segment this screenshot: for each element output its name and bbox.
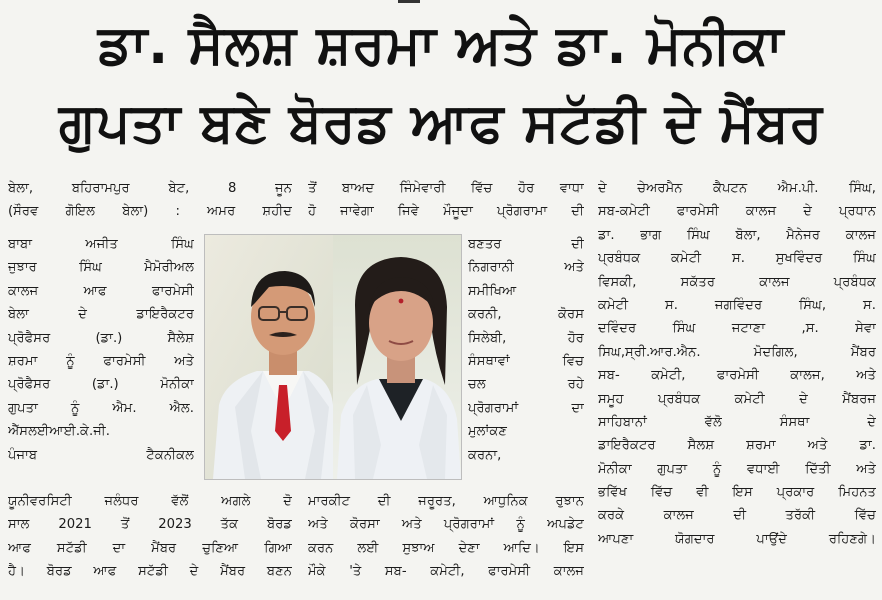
- text-line: ਪ੍ਰੋਗਰਾਮਾਂ ਦਾ: [468, 400, 584, 416]
- column-1-bottom: [8, 490, 292, 584]
- headline-line-2: ਗੁਪਤਾ ਬਣੇ ਬੋਰਡ ਆਫ ਸਟੱਡੀ ਦੇ ਮੈਂਬਰ: [58, 91, 824, 154]
- text-line: ਸਾਲ 2021 ਤੋਂ 2023 ਤੱਕ ਬੋਰਡ: [8, 517, 292, 533]
- text-line: ਸਮੀਖਿਆ: [468, 283, 517, 299]
- text-line: ਹੋ ਜਾਵੇਗਾ ਜਿਵੇ ਮੌਜੂਦਾ ਪ੍ਰੋਗਰਾਮਾ ਦੀ: [308, 204, 584, 220]
- column-2-top: [308, 177, 584, 224]
- text-line: ਯੂਨੀਵਰਸਿਟੀ ਜਲੰਧਰ ਵੱਲੋਂ ਅਗਲੇ ਦੋ: [8, 494, 292, 509]
- column-2-bottom: [308, 490, 584, 584]
- headline-line-1: ਡਾ. ਸੈਲਸ਼ ਸ਼ਰਮਾ ਅਤੇ ਡਾ. ਮੋਨੀਕਾ: [97, 13, 785, 76]
- text-line: ਕਰਕੇ ਕਾਲਜ ਦੀ ਤਰੱਕੀ ਵਿੱਚ: [598, 508, 876, 524]
- column-2-beside-photo: [468, 233, 584, 467]
- text-line: ਸਿਲੇਬੀ, ਹੋਰ: [468, 330, 584, 346]
- text-line: ਬੇਲਾ, ਬਹਿਰਾਮਪੁਰ ਬੇਟ, 8 ਜੂਨ: [8, 181, 292, 196]
- text-line: ਪ੍ਰੋਫੈਸਰ (ਡਾ.) ਮੋਨੀਕਾ: [8, 377, 194, 393]
- text-line: ਸਿਘ,ਸ੍ਰੀ.ਆਰ.ਐਨ. ਮੋਦਗਿਲ, ਮੈਂਬਰ: [598, 344, 876, 360]
- text-line: ਸ਼ਰਮਾ ਨੂੰ ਫਾਰਮੇਸੀ ਅਤੇ: [8, 353, 194, 369]
- column-3: [598, 177, 876, 551]
- text-line: ਪੰਜਾਬ ਟੈਕਨੀਕਲ: [8, 447, 194, 463]
- text-line: ਸਬ- ਕਮੇਟੀ, ਫਾਰਮੇਸੀ ਕਾਲਜ, ਅਤੇ: [598, 368, 876, 384]
- text-line: ਡਾ. ਭਾਗ ਸਿੰਘ ਬੋਲਾ, ਮੈਨੇਜਰ ਕਾਲਜ: [598, 227, 876, 243]
- text-line: ਗੁਪਤਾ ਨੂੰ ਐਮ. ਐਲ.: [8, 400, 194, 416]
- text-line: ਐੱਸਲਈਆਈ.ਕੇ.ਜੀ.: [8, 424, 110, 440]
- text-line: ਕਰਨਾ,: [468, 447, 502, 463]
- text-line: ਮਾਰਕੀਟ ਦੀ ਜਰੂਰਤ, ਆਧੁਨਿਕ ਰੁਝਾਨ: [308, 494, 584, 509]
- text-line: ਚਲ ਰਹੇ: [468, 377, 584, 393]
- column-1-top: [8, 177, 292, 224]
- text-line: ਵਿਸਕੀ, ਸਕੱਤਰ ਕਾਲਜ ਪ੍ਰਬੰਧਕ: [598, 274, 876, 290]
- text-line: ਡਾਇਰੈਕਟਰ ਸੈਲਸ਼ ਸ਼ਰਮਾ ਅਤੇ ਡਾ.: [598, 438, 876, 454]
- text-line: ਬੇਲਾ ਦੇ ਡਾਇਰੈਕਟਰ: [8, 307, 194, 323]
- text-line: ਦਵਿੰਦਰ ਸਿੰਘ ਜਟਾਣਾ ,ਸ. ਸੇਵਾ: [598, 321, 876, 337]
- photo-two-doctors: [204, 234, 462, 480]
- text-line: ਸਮੂਹ ਪ੍ਰਬੰਧਕ ਕਮੇਟੀ ਦੇ ਮੈਂਬਰਜ: [598, 391, 876, 407]
- text-line: ਕਰਨੀ, ਕੋਰਸ: [468, 307, 584, 323]
- text-line: ਮੁਲਾਂਕਣ: [468, 424, 507, 440]
- text-line: ਸਾਹਿਬਾਨਾਂ ਵੱਲੋ ਸੰਸਥਾ ਦੇ: [598, 414, 876, 430]
- text-line: ਦੇ ਚੇਅਰਮੈਨ ਕੈਪਟਨ ਐਮ.ਪੀ. ਸਿੰਘ,: [598, 181, 876, 196]
- text-line: ਜੁਝਾਰ ਸਿੰਘ ਮੈਮੋਰੀਅਲ: [8, 260, 194, 276]
- text-line: ਮੋਨੀਕਾ ਗੁਪਤਾ ਨੂੰ ਵਧਾਈ ਦਿੱਤੀ ਅਤੇ: [598, 461, 876, 477]
- text-line: ਨਿਗਰਾਨੀ ਅਤੇ: [468, 260, 584, 276]
- text-line: ਪ੍ਰਬੰਧਕ ਕਮੇਟੀ ਸ. ਸੁਖਵਿੰਦਰ ਸਿੰਘ: [598, 251, 876, 267]
- text-line: ਪ੍ਰੋਫੈਸਰ (ਡਾ.) ਸੈਲੇਸ਼: [8, 330, 194, 346]
- text-line: ਹੈ। ਬੋਰਡ ਆਫ ਸਟੱਡੀ ਦੇ ਮੈਂਬਰ ਬਣਨ: [8, 564, 292, 580]
- text-line: ਅਤੇ ਕੋਰਸਾ ਅਤੇ ਪ੍ਰੋਗਰਾਮਾਂ ਨੂੰ ਅਪਡੇਟ: [308, 517, 584, 533]
- text-line: ਤੋਂ ਬਾਅਦ ਜਿੰਮੇਵਾਰੀ ਵਿੱਚ ਹੋਰ ਵਾਧਾ: [308, 181, 584, 196]
- text-line: ਭਵਿੱਖ ਵਿੱਚ ਵੀ ਇਸ ਪ੍ਰਕਾਰ ਮਿਹਨਤ: [598, 485, 876, 501]
- text-line: ਬਾਬਾ ਅਜੀਤ ਸਿੰਘ: [8, 237, 194, 252]
- text-line: (ਸੌਰਵ ਗੋਇਲ ਬੇਲਾ) : ਅਮਰ ਸ਼ਹੀਦ: [8, 204, 292, 220]
- headline: [0, 6, 882, 170]
- text-line: ਸੰਸਥਾਵਾਂ ਵਿਚ: [468, 353, 584, 369]
- text-line: ਆਫ ਸਟੱਡੀ ਦਾ ਮੈਂਬਰ ਚੁਣਿਆ ਗਿਆ: [8, 540, 292, 556]
- text-line: ਬਣਤਰ ਦੀ: [468, 237, 584, 252]
- photo-illustration: [205, 235, 461, 479]
- text-line: ਆਪਣਾ ਯੋਗਦਾਰ ਪਾਉਂਦੇ ਰਹਿਣਗੇ।: [598, 531, 876, 547]
- text-line: ਮੌਕੇ 'ਤੇ ਸਬ- ਕਮੇਟੀ, ਫਾਰਮੇਸੀ ਕਾਲਜ: [308, 564, 584, 580]
- text-line: ਕਮੇਟੀ ਸ. ਜਗਵਿੰਦਰ ਸਿੰਘ, ਸ.: [598, 297, 876, 313]
- text-line: ਸਬ-ਕਮੇਟੀ ਫਾਰਮੇਸੀ ਕਾਲਜ ਦੇ ਪ੍ਰਧਾਨ: [598, 204, 876, 220]
- text-line: ਕਰਨ ਲਈ ਸੁਝਾਅ ਦੇਣਾ ਆਦਿ। ਇਸ: [308, 540, 584, 556]
- column-1-beside-photo: [8, 233, 194, 467]
- text-line: ਕਾਲਜ ਆਫ ਫਾਰਮੇਸੀ: [8, 283, 194, 299]
- top-edge-mark: [398, 0, 420, 3]
